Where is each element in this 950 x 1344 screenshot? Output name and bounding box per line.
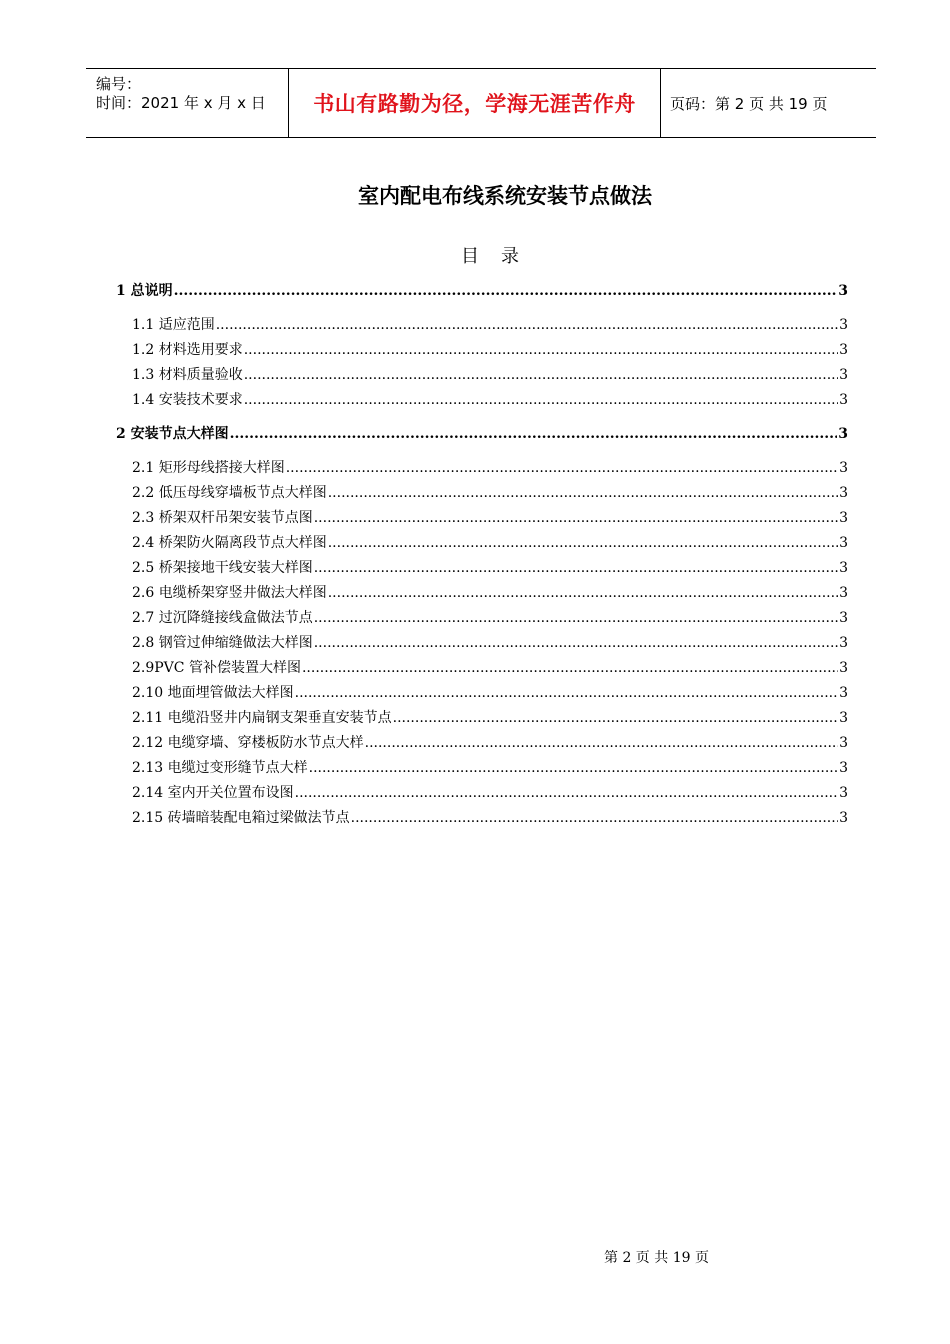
toc-entry-title: 2.13 电缆过变形缝节点大样 [132, 760, 308, 776]
toc-entry[interactable] [132, 734, 848, 752]
toc-entry-title: 2.10 地面埋管做法大样图 [132, 685, 294, 701]
toc-entry-title: 2.1 矩形母线搭接大样图 [132, 460, 285, 476]
toc-entry-title: 2.14 室内开关位置布设图 [132, 785, 294, 801]
toc-entry-page: 3 [839, 710, 848, 726]
toc-entry-page: 3 [839, 560, 848, 576]
toc-entry[interactable] [132, 366, 848, 384]
toc-entry-page: 3 [838, 426, 848, 442]
toc-entry-title: 2.8 钢管过伸缩缝做法大样图 [132, 635, 313, 651]
toc-dot-leader [314, 634, 838, 652]
toc-entry[interactable] [132, 559, 848, 577]
toc-entry-page: 3 [839, 317, 848, 333]
toc-entry-title: 1.2 材料选用要求 [132, 342, 243, 358]
toc-entry-page: 3 [839, 342, 848, 358]
toc-entry[interactable] [132, 391, 848, 409]
toc-dot-leader [309, 759, 838, 777]
toc-entry-page: 3 [839, 610, 848, 626]
toc-entry-page: 3 [839, 685, 848, 701]
toc-entry-title: 2.5 桥架接地干线安装大样图 [132, 560, 313, 576]
toc-entry[interactable] [132, 484, 848, 502]
toc-entry[interactable] [132, 609, 848, 627]
toc-entry-page: 3 [839, 585, 848, 601]
toc-dot-leader [286, 459, 838, 477]
toc-dot-leader [328, 534, 838, 552]
toc-dot-leader [174, 282, 838, 300]
toc-entry[interactable] [132, 316, 848, 334]
toc-entry-page: 3 [838, 283, 848, 299]
toc-entry-page: 3 [839, 485, 848, 501]
toc-dot-leader [393, 709, 838, 727]
toc-entry-title: 2.12 电缆穿墙、穿楼板防水节点大样 [132, 735, 364, 751]
toc-entry[interactable] [132, 634, 848, 652]
toc-entry-page: 3 [839, 635, 848, 651]
toc-entry-title: 2.6 电缆桥架穿竖井做法大样图 [132, 585, 327, 601]
toc-dot-leader [314, 609, 838, 627]
toc-dot-leader [328, 484, 838, 502]
toc-entry[interactable] [132, 809, 848, 827]
toc-entry[interactable] [116, 425, 848, 443]
toc-entry-page: 3 [839, 660, 848, 676]
toc-entry[interactable] [132, 759, 848, 777]
toc-entry[interactable] [132, 584, 848, 602]
toc-dot-leader [365, 734, 838, 752]
toc-entry[interactable] [132, 459, 848, 477]
toc-entry[interactable] [132, 659, 848, 677]
time-label: 时间：2021 年 x 月 x 日 [96, 94, 266, 112]
toc-entry-page: 3 [839, 535, 848, 551]
toc-entry[interactable] [132, 684, 848, 702]
toc-entry-title: 2.2 低压母线穿墙板节点大样图 [132, 485, 327, 501]
toc-entry-page: 3 [839, 392, 848, 408]
motto-text: 书山有路勤为径，学海无涯苦作舟 [313, 92, 636, 116]
toc-entry[interactable] [132, 341, 848, 359]
toc-dot-leader [216, 316, 838, 334]
serial-number-label: 编号： [96, 75, 142, 93]
toc-entry-title: 2.4 桥架防火隔离段节点大样图 [132, 535, 327, 551]
toc-entry-page: 3 [839, 367, 848, 383]
toc-heading: 目录 [461, 246, 541, 267]
toc-entry[interactable] [132, 784, 848, 802]
toc-entry-title: 2.15 砖墙暗装配电箱过梁做法节点 [132, 810, 350, 826]
toc-entry[interactable] [116, 282, 848, 300]
page-info: 页码：第 2 页 共 19 页 [670, 94, 828, 113]
toc-entry-title: 1.1 适应范围 [132, 317, 215, 333]
toc-dot-leader [314, 509, 838, 527]
toc-entry-page: 3 [839, 460, 848, 476]
toc-entry-title: 1 总说明 [116, 283, 173, 299]
document-title: 室内配电布线系统安装节点做法 [358, 184, 652, 208]
toc-entry-page: 3 [839, 810, 848, 826]
toc-dot-leader [295, 784, 838, 802]
toc-dot-leader [244, 366, 838, 384]
toc-dot-leader [351, 809, 838, 827]
toc-entry[interactable] [132, 709, 848, 727]
toc-dot-leader [328, 584, 838, 602]
toc-dot-leader [302, 659, 838, 677]
toc-entry-title: 1.4 安装技术要求 [132, 392, 243, 408]
toc-entry-title: 2.9PVC 管补偿装置大样图 [132, 660, 301, 676]
toc-entry-page: 3 [839, 510, 848, 526]
toc-entry-title: 2.3 桥架双杆吊架安装节点图 [132, 510, 313, 526]
toc-entry-page: 3 [839, 760, 848, 776]
toc-dot-leader [230, 425, 838, 443]
page-footer: 第 2 页 共 19 页 [604, 1250, 709, 1266]
toc-entry[interactable] [132, 509, 848, 527]
toc-entry-page: 3 [839, 735, 848, 751]
toc-dot-leader [295, 684, 838, 702]
toc-entry-page: 3 [839, 785, 848, 801]
toc-entry-title: 2.7 过沉降缝接线盒做法节点 [132, 610, 313, 626]
toc-entry[interactable] [132, 534, 848, 552]
toc-entry-title: 2.11 电缆沿竖井内扁钢支架垂直安装节点 [132, 710, 392, 726]
toc-dot-leader [314, 559, 838, 577]
toc-entry-title: 1.3 材料质量验收 [132, 367, 243, 383]
toc-dot-leader [244, 341, 838, 359]
toc-dot-leader [244, 391, 838, 409]
toc-entry-title: 2 安装节点大样图 [116, 426, 229, 442]
